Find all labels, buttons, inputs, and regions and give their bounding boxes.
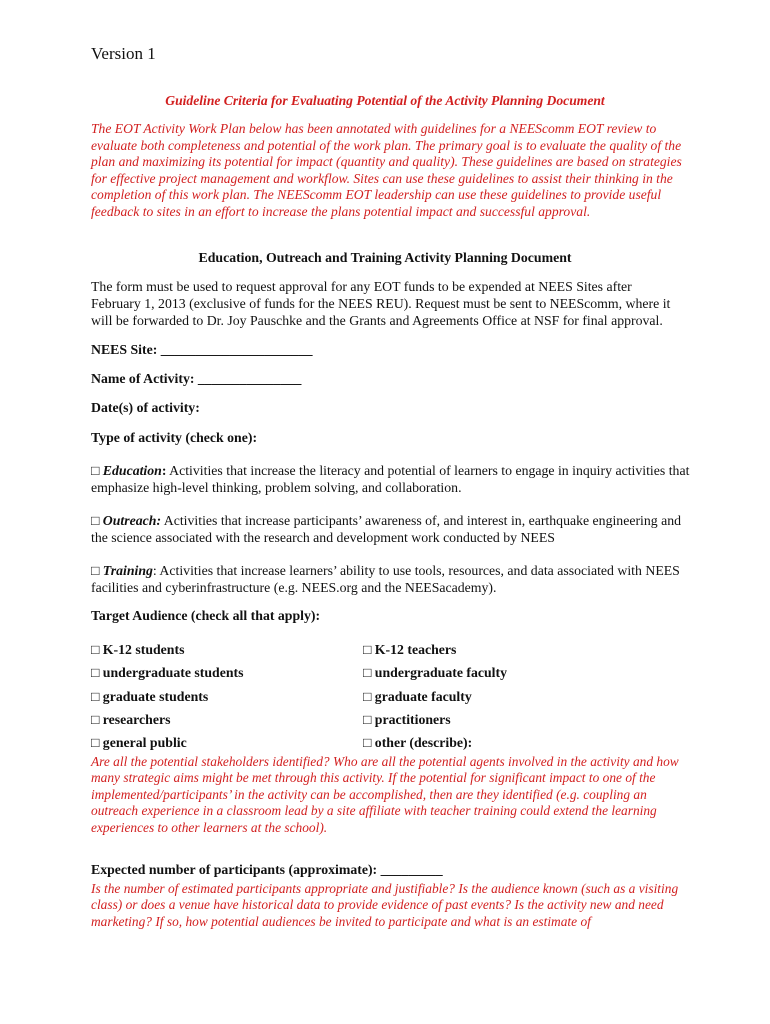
audience-checkbox[interactable]: □ (91, 735, 100, 750)
audience-label: practitioners (374, 712, 451, 727)
guideline-title: Guideline Criteria for Evaluating Potential of the Activity Planning Document (165, 93, 605, 108)
education-checkbox[interactable]: □ (91, 463, 100, 478)
outreach-checkbox[interactable]: □ (91, 513, 100, 528)
audience-guideline-note: Are all the potential stakeholders identified? Who are all the potential agents involved in the activity and how many strategic aims might be met through this activity. If the potential for significant impact to one of the implemented/participants’ in the activity can be accomplished, then are they identified (e.g. coupling an outreach experience in a classroom lead by a site affiliate with teacher training could extend the learning experiences to other learners at the school). (91, 754, 679, 835)
education-description: Activities that increase the literacy and potential of learners to engage in inquiry activities that emphasize high-level thinking, problem solving, and collaboration. (91, 463, 690, 495)
education-option (91, 462, 691, 496)
audience-checkbox[interactable]: □ (363, 735, 372, 750)
audience-checkbox[interactable]: □ (91, 642, 100, 657)
audience-checkbox[interactable]: □ (363, 712, 372, 727)
nees-site-field (91, 342, 313, 358)
activity-name-field (91, 371, 301, 387)
audience-label: general public (102, 735, 187, 750)
audience-checkbox[interactable]: □ (91, 689, 100, 704)
audience-k12-teachers (363, 642, 456, 658)
dates-label: Date(s) of activity: (91, 400, 200, 415)
guideline-intro: The EOT Activity Work Plan below has been annotated with guidelines for a NEEScomm EOT review to evaluate both completeness and potential of the work plan. The primary goal is to evaluate the quality of the plan and maximizing its potential for impact (quantity and quality). These guidelines are based on strategies for effective project management and workflow. Sites can use these guidelines to assist their thinking in the completion of this work plan. The NEEScomm EOT leadership can use these guidelines to provide useful feedback to sites in an effort to increase the plans potential impact and successful approval. (91, 121, 682, 219)
audience-researchers (91, 712, 170, 728)
audience-general-public (91, 735, 187, 751)
version-label: Version 1 (91, 44, 156, 63)
audience-label: K-12 students (102, 642, 185, 657)
audience-label: graduate students (102, 689, 209, 704)
document-title: Education, Outreach and Training Activity Planning Document (198, 250, 572, 265)
training-option (91, 562, 691, 596)
participants-guideline-note: Is the number of estimated participants appropriate and justifiable? Is the audience known (such as a visiting class) or does a venue have historical data to provide evidence of past events? Is the activity new and need marketing? If so, how potential audiences be invited to participate and what is an estimate of (91, 881, 679, 929)
audience-label: undergraduate students (102, 665, 244, 680)
activity-type-label: Type of activity (check one): (91, 430, 258, 445)
audience-checkbox[interactable]: □ (363, 689, 372, 704)
audience-label: K-12 teachers (374, 642, 457, 657)
audience-checkbox[interactable]: □ (91, 712, 100, 727)
participants-input[interactable]: _________ (380, 862, 443, 877)
activity-name-label: Name of Activity: (91, 371, 195, 386)
form-description: The form must be used to request approval for any EOT funds to be expended at NEES Sites after February 1, 2013 (exclusive of funds for the NEES REU). Request must be sent to NEEScomm, where it will be forwarded to Dr. Joy Pauschke and the Grants and Agreements Office at NSF for final approval. (91, 279, 671, 328)
activity-name-input[interactable]: _______________ (197, 371, 302, 386)
audience-graduate-students (91, 689, 208, 705)
audience-label: other (describe): (374, 735, 473, 750)
nees-site-input[interactable]: ______________________ (160, 342, 313, 357)
audience-checkbox[interactable]: □ (363, 665, 372, 680)
dates-field (91, 400, 200, 416)
outreach-description: Activities that increase participants’ awareness of, and interest in, earthquake engineering and the science associated with the research and development work conducted by NEES (91, 513, 682, 545)
nees-site-label: NEES Site: (91, 342, 158, 357)
audience-label: researchers (102, 712, 171, 727)
audience-checkbox[interactable]: □ (363, 642, 372, 657)
audience-k12-students (91, 642, 184, 658)
audience-undergraduate-students (91, 665, 243, 681)
activity-type-heading (91, 430, 257, 446)
audience-graduate-faculty (363, 689, 472, 705)
participants-label: Expected number of participants (approximate): (91, 862, 378, 877)
education-sep: : (161, 463, 167, 478)
audience-undergraduate-faculty (363, 665, 507, 681)
participants-field (91, 862, 443, 878)
education-label: Education (102, 463, 162, 478)
audience-label: undergraduate faculty (374, 665, 508, 680)
training-label: Training (102, 563, 153, 578)
training-description: : Activities that increase learners’ ability to use tools, resources, and data associated with NEES facilities and cyberinfrastructure (e.g. NEES.org and the NEESacademy). (91, 563, 680, 595)
outreach-option (91, 512, 691, 546)
audience-label: graduate faculty (374, 689, 472, 704)
audience-other (363, 735, 472, 751)
training-checkbox[interactable]: □ (91, 563, 100, 578)
audience-checkbox[interactable]: □ (91, 665, 100, 680)
outreach-label: Outreach: (102, 513, 162, 528)
target-audience-title: Target Audience (check all that apply): (91, 608, 321, 623)
audience-practitioners (363, 712, 451, 728)
